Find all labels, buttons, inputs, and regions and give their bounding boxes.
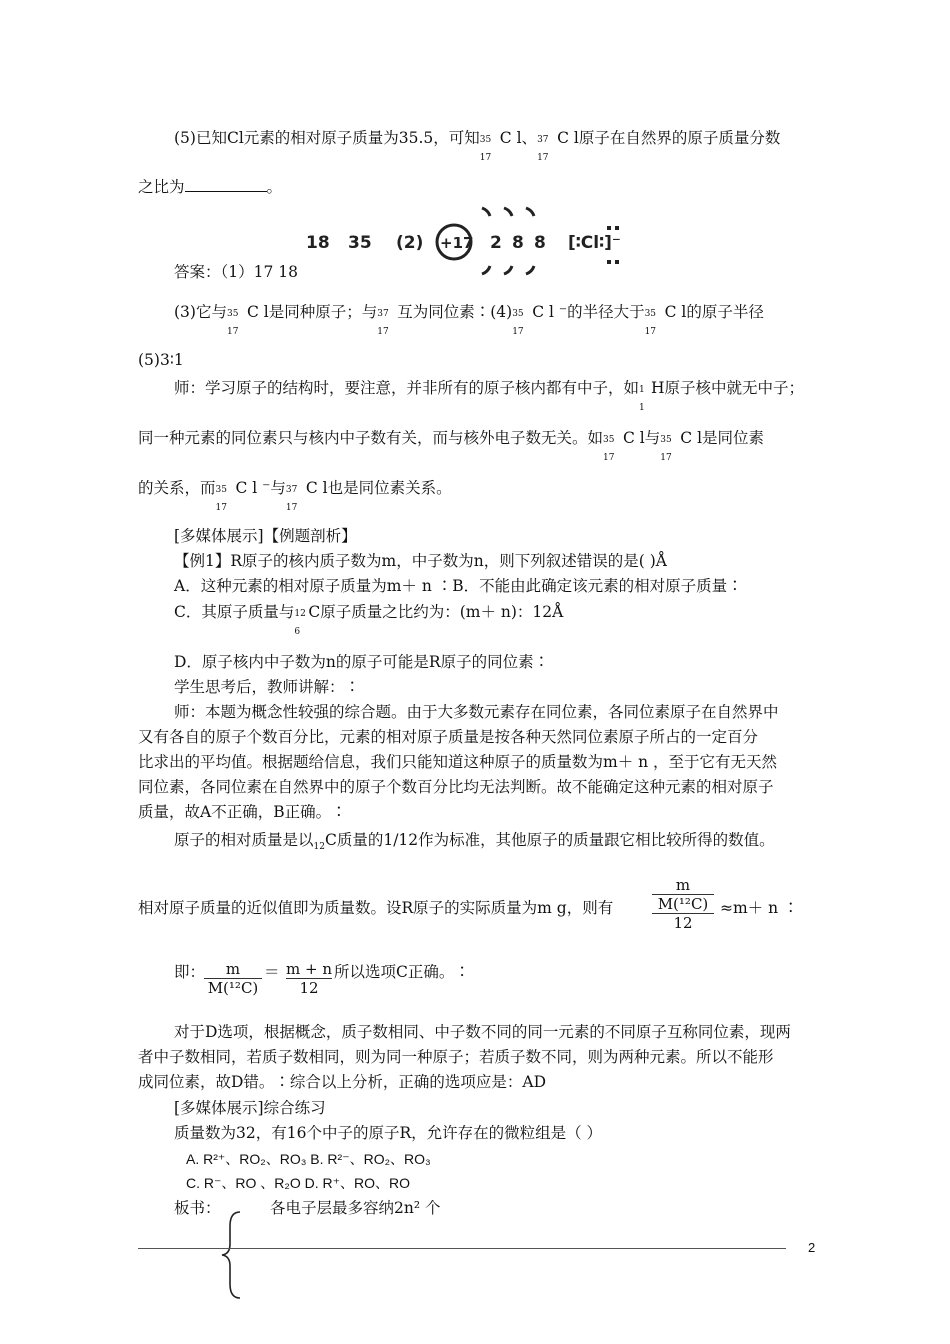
fraction-2: $\frac{m}{\text{M(¹²C)}}$: [204, 960, 262, 997]
teacher-line2: 同一种元素的同位素只与核内中子数有关，而与核外电子数无关。如 35 17 C l与 35 17 C l是同位素: [138, 429, 765, 463]
option-a-b: A．这种元素的相对原子质量为m＋ n ∶B．不能由此确定该元素的相对原子质量∶: [174, 577, 743, 595]
para4: 即：: [174, 963, 206, 981]
option-c: C．其原子质量与 12 6 C原子质量之比约为：(m＋ n)：12Å: [174, 603, 564, 637]
para5-line1: 对于D选项，根据概念，质子数相同、中子数不同的同一元素的不同原子互称同位素，现两: [174, 1023, 791, 1041]
teacher-line1: 师：学习原子的结构时，要注意，并非所有的原子核内都有中子，如 1 1 H原子核中就无中子；: [174, 379, 805, 413]
equals-sign: ＝: [264, 963, 280, 981]
media-heading-1: [多媒体展示]【例题剖析】: [174, 527, 357, 545]
isotope-cl35: 35 17: [479, 135, 492, 163]
answer-image-n2: 35: [348, 233, 372, 253]
footer-divider: [138, 1248, 786, 1249]
teacher-line3: 的关系，而 35 17 C l ⁻与 37 17 C l也是同位素关系。: [138, 479, 452, 513]
fraction-1: m M(¹²C) 12: [652, 876, 714, 932]
shell-1: 2: [490, 233, 502, 253]
question-5-line1: (5)已知Cl元素的相对原子质量为35.5，可知 35 17 C l、 37 17 C l原子在自然界的原子质量分数: [174, 129, 781, 163]
fraction-3: $\frac{m + n}{12}$: [286, 960, 332, 997]
student-think: 学生思考后，教师讲解：∶: [174, 678, 361, 696]
example-1: 【例1】R原子的核内质子数为m，中子数为n，则下列叙述错误的是( )Å: [174, 552, 667, 570]
answer-image-n1: 18: [306, 233, 330, 253]
para5-line3: 成同位素，故D错。∶综合以上分析，正确的选项应是：AD: [138, 1073, 547, 1091]
question-5-line2: 之比为 。: [138, 178, 283, 196]
board-text: 各电子层最多容纳2n² 个: [270, 1199, 441, 1217]
para4-tail: 所以选项C正确。∶: [334, 963, 470, 981]
para1-line3: 比求出的平均值。根据题给信息，我们只能知道这种原子的质量数为m＋ n ，至于它有无天然: [138, 753, 778, 771]
answer-image-nucleus: +17: [440, 234, 474, 252]
answer-image-n3: (2): [396, 233, 424, 253]
answer-image-ion: [∶Cl∶]⁻: [568, 233, 621, 253]
para1-line5: 质量，故A不正确，B正确。∶: [138, 803, 347, 821]
para5-line2: 者中子数相同，若质子数相同，则为同一种原子；若质子数不同，则为两种元素。所以不能形: [138, 1048, 774, 1066]
para3-tail: ≈m＋ n ∶: [720, 899, 799, 917]
shell-2: 8: [512, 233, 524, 253]
media-heading-2: [多媒体展示]综合练习: [174, 1099, 326, 1117]
page-number: 2: [808, 1240, 816, 1255]
answer-3-4: (3)它与 35 17 C l是同种原子；与 37 17 互为同位素∶(4) 35 17 C l ⁻的半径大于 35 17 C l的原子半径: [174, 303, 764, 337]
exercise-options-ab: A. R²⁺、RO₂、RO₃ B. R²⁻、RO₂、RO₃: [186, 1151, 431, 1167]
para2: 原子的相对质量是以$_{12}$C质量的1/12作为标准，其他原子的质量跟它相比较所得的数值。: [174, 831, 775, 853]
isotope-cl37: 37 17: [537, 135, 549, 163]
exercise-question: 质量数为32，有16个中子的原子R，允许存在的微粒组是（ ）: [174, 1124, 603, 1142]
option-d: D．原子核内中子数为n的原子可能是R原子的同位素∶: [174, 653, 550, 671]
answer-label: 答案：（1）17 18: [174, 263, 298, 281]
answer-blank: [185, 176, 267, 192]
answer-image: [300, 198, 690, 278]
shell-3: 8: [534, 233, 546, 253]
para3: 相对原子质量的近似值即为质量数。设R原子的实际质量为m g，则有: [138, 899, 614, 917]
left-brace-icon: [218, 1210, 248, 1300]
para1-line1: 师：本题为概念性较强的综合题。由于大多数元素存在同位素，各同位素原子在自然界中: [174, 703, 779, 721]
para1-line2: 又有各自的原子个数百分比，元素的相对原子质量是按各种天然同位素原子所占的一定百分: [138, 728, 759, 746]
board-label: 板书：: [174, 1199, 221, 1217]
exercise-options-cd: C. R⁻、RO 、R₂O D. R⁺、RO、RO: [186, 1175, 410, 1191]
para1-line4: 同位素，各同位素在自然界中的原子个数百分比均无法判断。故不能确定这种元素的相对原子: [138, 778, 774, 796]
answer-5: (5)3∶1: [138, 351, 184, 369]
